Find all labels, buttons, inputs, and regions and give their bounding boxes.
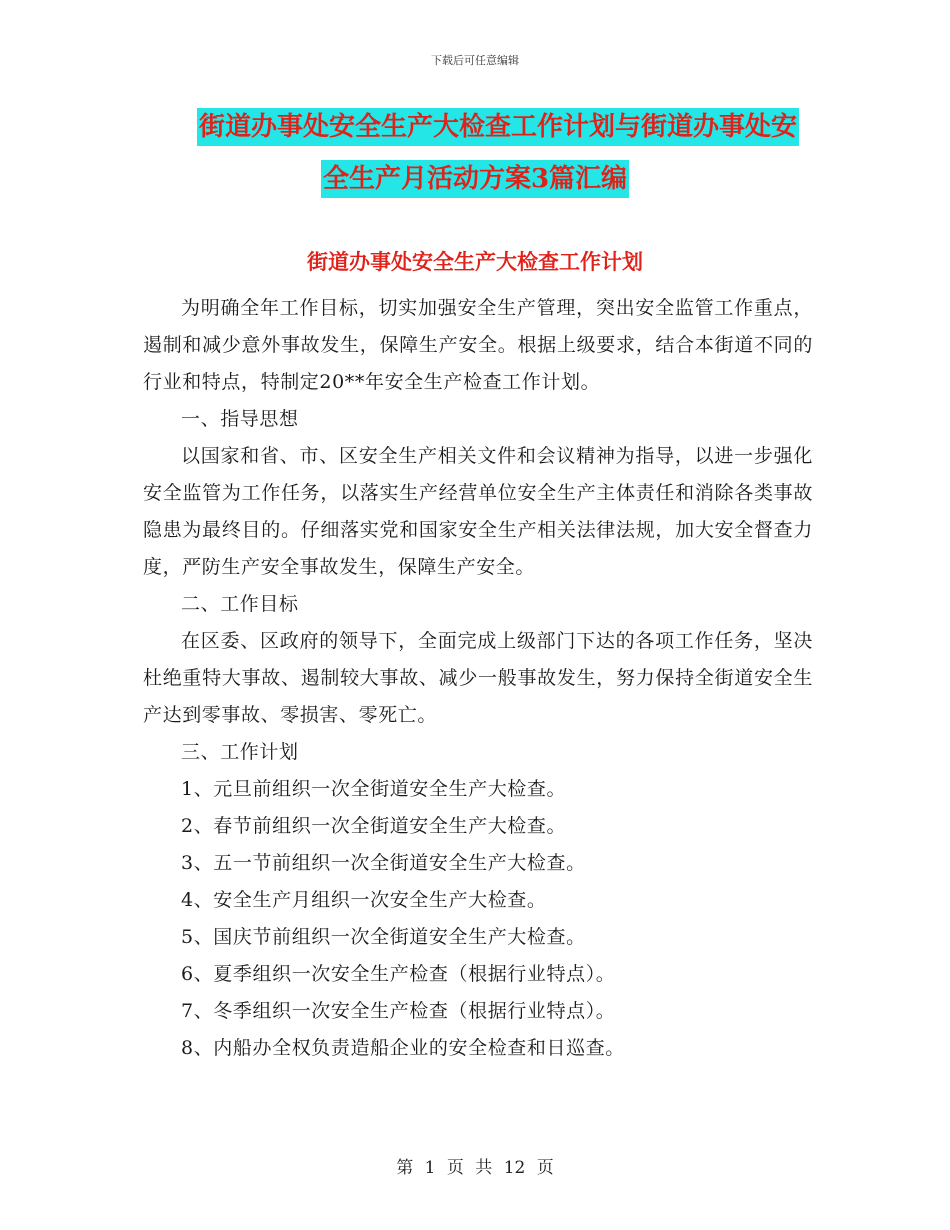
section-heading-guiding: 一、指导思想 [181,408,299,430]
plan-item: 3、五一节前组织一次全街道安全生产大检查。 [181,852,586,874]
page-footer: 第 1 页 共 12 页 [396,1158,554,1178]
plan-item: 2、春节前组织一次全街道安全生产大检查。 [181,815,567,837]
plan-item: 7、冬季组织一次安全生产检查（根据行业特点）。 [181,1000,616,1022]
plan-item: 1、元旦前组织一次全街道安全生产大检查。 [181,778,567,800]
section-heading-goals: 二、工作目标 [181,593,299,615]
plan-item: 8、内船办全权负责造船企业的安全检查和日巡查。 [181,1037,625,1059]
document-title [0,108,950,198]
section-heading-plan: 三、工作计划 [181,741,299,763]
intro-paragraph: 为明确全年工作目标，切实加强安全生产管理，突出安全监管工作重点，遏制和减少意外事故发生，保障生产安全。根据上级要求，结合本街道不同的行业和特点，特制定20**年安全生产检查工作计划。 [143,297,813,393]
title-line-2: 全生产月活动方案3篇汇编 [321,160,629,198]
section-title: 街道办事处安全生产大检查工作计划 [307,249,643,274]
plan-item: 6、夏季组织一次安全生产检查（根据行业特点）。 [181,963,616,985]
plan-item: 5、国庆节前组织一次全街道安全生产大检查。 [181,926,586,948]
section-text-goals: 在区委、区政府的领导下，全面完成上级部门下达的各项工作任务，坚决杜绝重特大事故、遏制较大事故、减少一般事故发生，努力保持全街道安全生产达到零事故、零损害、零死亡。 [143,630,813,726]
title-line-1: 街道办事处安全生产大检查工作计划与街道办事处安 [197,108,799,146]
document-body [143,290,813,1067]
section-text-guiding: 以国家和省、市、区安全生产相关文件和会议精神为指导，以进一步强化安全监管为工作任务，以落实生产经营单位安全生产主体责任和消除各类事故隐患为最终目的。仔细落实党和国家安全生产相关法律法规，加大安全督查力度，严防生产安全事故发生，保障生产安全。 [143,445,813,578]
header-note: 下载后可任意编辑 [431,54,519,67]
plan-item: 4、安全生产月组织一次安全生产大检查。 [181,889,547,911]
